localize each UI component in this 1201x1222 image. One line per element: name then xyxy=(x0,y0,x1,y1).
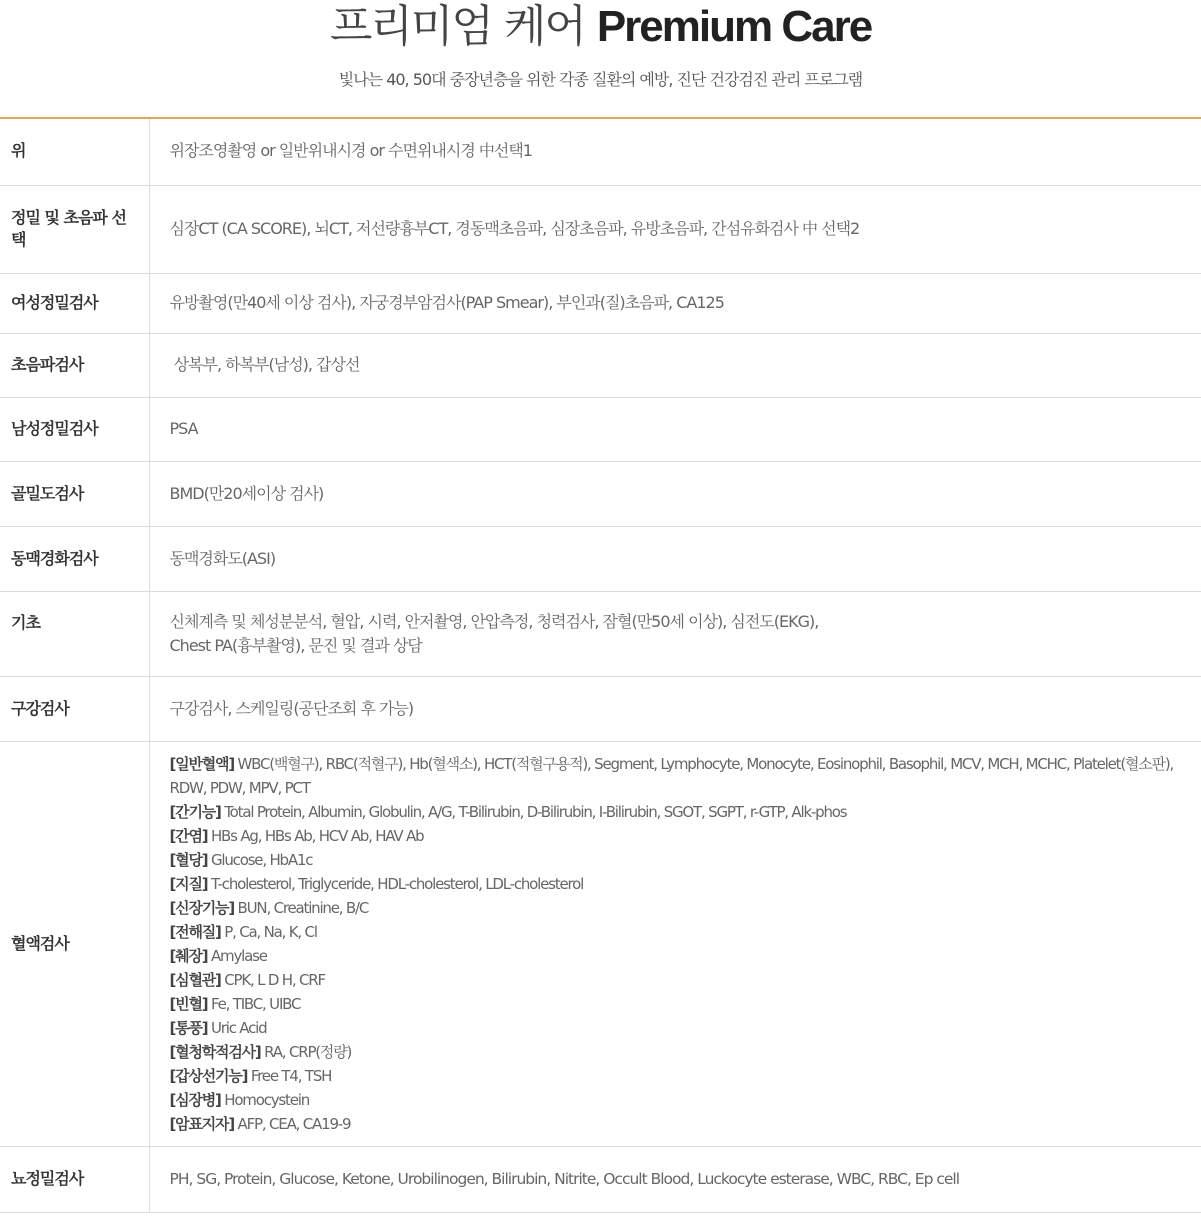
blood-test-item xyxy=(170,848,1201,872)
blood-test-category: [혈청학적검사] xyxy=(169,1042,261,1061)
table-row xyxy=(0,741,1201,1146)
blood-test-item xyxy=(170,944,1201,968)
row-label: 동맥경화검사 xyxy=(0,526,149,591)
row-value: PH, SG, Protein, Glucose, Ketone, Urobilinogen, Bilirubin, Nitrite, Occult Blood, Luckocyte esterase, WBC, RBC, Ep cell xyxy=(149,1146,1201,1212)
blood-test-item xyxy=(170,968,1201,992)
table-row xyxy=(0,676,1201,741)
blood-test-items-text: P, Ca, Na, K, Cl xyxy=(220,922,317,941)
blood-test-items-text: Fe, TIBC, UIBC xyxy=(207,994,301,1013)
row-value: 심장CT (CA SCORE), 뇌CT, 저선량흉부CT, 경동맥초음파, 심장초음파, 유방초음파, 간섬유화검사 中 선택2 xyxy=(149,185,1201,273)
blood-test-category: [신장기능] xyxy=(169,898,234,917)
row-value: 동맥경화도(ASI) xyxy=(149,526,1201,591)
blood-test-item xyxy=(170,752,1201,800)
row-label: 구강검사 xyxy=(0,676,149,741)
blood-test-category: [지질] xyxy=(169,874,208,893)
blood-test-items-text: Free T4, TSH xyxy=(247,1066,332,1085)
blood-test-item xyxy=(170,1040,1201,1064)
blood-test-item xyxy=(170,824,1201,848)
blood-test-category: [간기능] xyxy=(169,802,221,821)
checkup-items-table xyxy=(0,118,1201,1213)
row-label: 골밀도검사 xyxy=(0,461,149,526)
row-value xyxy=(149,591,1201,676)
blood-test-list xyxy=(149,741,1201,1146)
table-row xyxy=(0,333,1201,397)
page-header xyxy=(0,0,1201,118)
blood-test-category: [통풍] xyxy=(169,1018,208,1037)
blood-test-category: [전해질] xyxy=(169,922,221,941)
blood-test-items-text: Amylase xyxy=(207,946,267,965)
blood-test-items-text: Homocystein xyxy=(220,1090,310,1109)
table-row xyxy=(0,526,1201,591)
blood-test-item xyxy=(170,1088,1201,1112)
blood-test-category: [갑상선기능] xyxy=(169,1066,248,1085)
row-value: 구강검사, 스케일링(공단조회 후 가능) xyxy=(149,676,1201,741)
blood-test-category: [심혈관] xyxy=(169,970,221,989)
table-row xyxy=(0,1146,1201,1212)
row-label: 여성정밀검사 xyxy=(0,273,149,333)
row-label: 위 xyxy=(0,118,149,185)
row-value: 위장조영촬영 or 일반위내시경 or 수면위내시경 中선택1 xyxy=(149,118,1201,185)
blood-test-item xyxy=(170,920,1201,944)
blood-test-items-text: CPK, L D H, CRF xyxy=(220,970,325,989)
table-row xyxy=(0,461,1201,526)
blood-test-category: [빈혈] xyxy=(169,994,208,1013)
blood-test-category: [간염] xyxy=(169,826,208,845)
table-row xyxy=(0,397,1201,461)
page-subtitle: 빛나는 40, 50대 중장년층을 위한 각종 질환의 예방, 진단 건강검진 관리 프로그램 xyxy=(338,70,863,89)
blood-test-category: [췌장] xyxy=(169,946,208,965)
blood-test-items-text: WBC(백혈구), RBC(적혈구), Hb(혈색소), HCT(적혈구용적), Segment, Lymphocyte, Monocyte, Eosinophil, Basophil, MCV, MCH, MCHC, Platelet(혈소판), RDW, PDW, MPV, PCT xyxy=(169,754,1174,797)
title-korean: 프리미엄 케어 xyxy=(329,1,585,52)
blood-test-items-text: AFP, CEA, CA19-9 xyxy=(233,1114,351,1133)
table-row xyxy=(0,591,1201,676)
blood-test-item xyxy=(170,992,1201,1016)
blood-test-category: [심장병] xyxy=(169,1090,221,1109)
value-line: 신체계측 및 체성분분석, 혈압, 시력, 안저촬영, 안압측정, 청력검사, 잠혈(만50세 이상), 심전도(EKG), xyxy=(169,611,819,631)
page-title xyxy=(0,2,1201,52)
blood-test-items-text: Uric Acid xyxy=(207,1018,267,1037)
blood-test-category: [일반혈액] xyxy=(169,754,234,773)
value-line: Chest PA(흉부촬영), 문진 및 결과 상담 xyxy=(169,635,422,655)
blood-test-category: [암표지자] xyxy=(169,1114,234,1133)
row-value: 유방촬영(만40세 이상 검사), 자궁경부암검사(PAP Smear), 부인과(질)초음파, CA125 xyxy=(149,273,1201,333)
blood-test-items-text: T-cholesterol, Triglyceride, HDL-cholesterol, LDL-cholesterol xyxy=(207,874,584,893)
table-row xyxy=(0,118,1201,185)
blood-test-item xyxy=(170,1064,1201,1088)
row-label: 기초 xyxy=(0,591,149,676)
accent-divider xyxy=(0,117,1201,119)
blood-test-item xyxy=(170,872,1201,896)
row-value: 상복부, 하복부(남성), 갑상선 xyxy=(149,333,1201,397)
blood-test-item xyxy=(170,800,1201,824)
blood-test-category: [혈당] xyxy=(169,850,208,869)
blood-test-items-text: Glucose, HbA1c xyxy=(207,850,313,869)
blood-test-items-text: BUN, Creatinine, B/C xyxy=(233,898,369,917)
blood-test-items-text: HBs Ag, HBs Ab, HCV Ab, HAV Ab xyxy=(207,826,424,845)
blood-test-item xyxy=(170,1112,1201,1136)
row-label: 남성정밀검사 xyxy=(0,397,149,461)
row-label: 정밀 및 초음파 선택 xyxy=(0,185,149,273)
title-english: Premium Care xyxy=(596,2,872,51)
row-label: 초음파검사 xyxy=(0,333,149,397)
blood-test-items-text: RA, CRP(정량) xyxy=(260,1042,352,1061)
row-value: BMD(만20세이상 검사) xyxy=(149,461,1201,526)
table-row xyxy=(0,273,1201,333)
row-label: 뇨정밀검사 xyxy=(0,1146,149,1212)
row-value: PSA xyxy=(149,397,1201,461)
blood-test-item xyxy=(170,896,1201,920)
blood-test-item xyxy=(170,1016,1201,1040)
row-label: 혈액검사 xyxy=(0,741,149,1146)
blood-test-items-text: Total Protein, Albumin, Globulin, A/G, T-Bilirubin, D-Bilirubin, I-Bilirubin, SGOT, SGPT, r-GTP, Alk-phos xyxy=(220,802,847,821)
table-row xyxy=(0,185,1201,273)
